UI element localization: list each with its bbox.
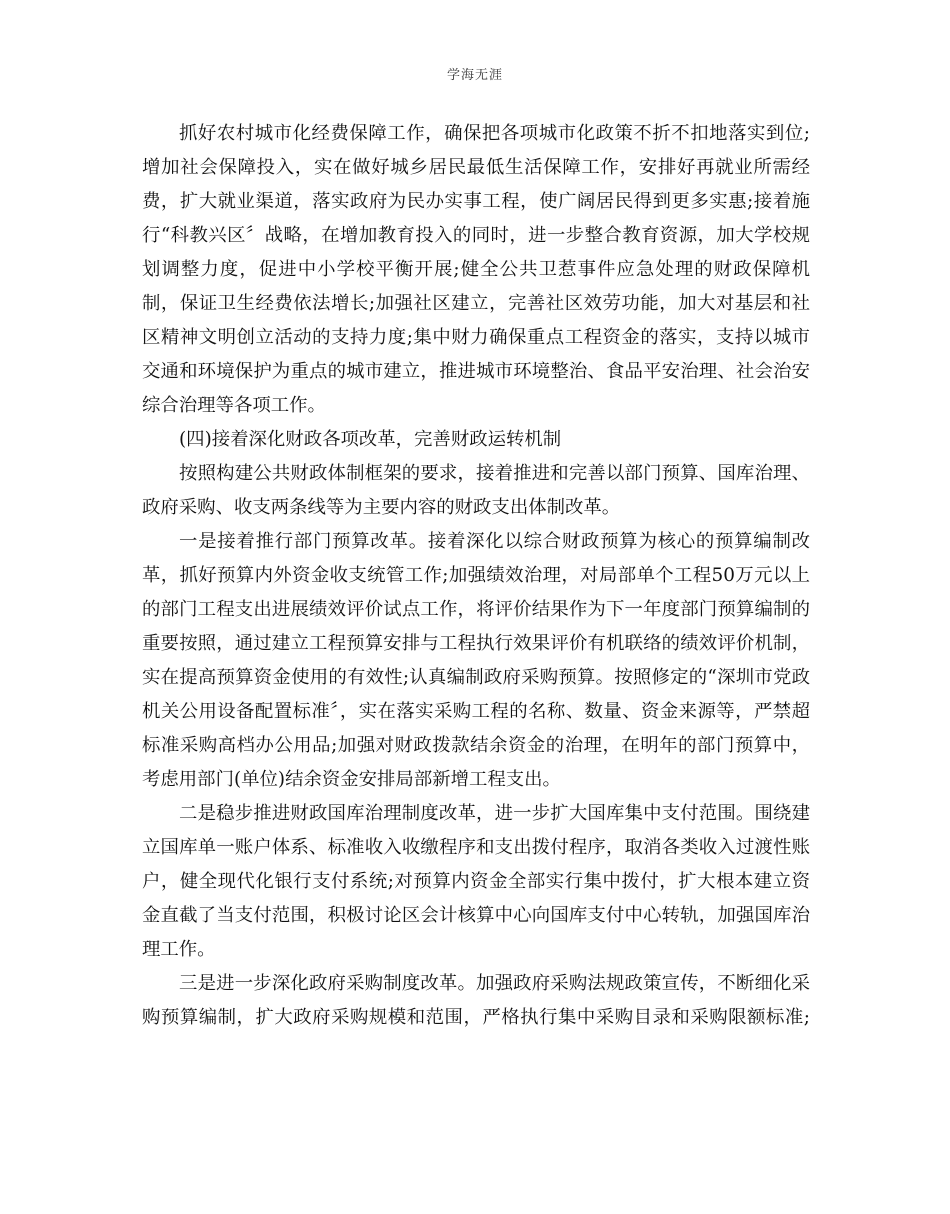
text-line: 金直截了当支付范围，积极讨论区会计核算中心向国库支付中心转轨，加强国库治 [142, 905, 810, 926]
text-line: 制，保证卫生经费依法增长;加强社区建立，完善社区效劳功能，加大对基层和社 [142, 293, 810, 314]
text-line: 实在提高预算资金使用的有效性;认真编制政府采购预算。按照修定的“深圳市党政 [142, 667, 810, 688]
text-line: 三是进一步深化政府采购制度改革。加强政府采购法规政策宣传，不断细化采 [179, 973, 810, 994]
text-line: 立国库单一账户体系、标准收入收缴程序和支出拨付程序，取消各类收入过渡性账 [142, 837, 810, 858]
text-line: 增加社会保障投入，实在做好城乡居民最低生活保障工作，安排好再就业所需经 [142, 157, 810, 178]
document-body [142, 117, 810, 1035]
text-line: 综合治理等各项工作。 [142, 395, 326, 416]
text-line: 革，抓好预算内外资金收支统管工作;加强绩效治理，对局部单个工程50万元以上 [142, 565, 810, 586]
text-line: 交通和环境保护为重点的城市建立，推进城市环境整治、食品平安治理、社会治安 [142, 361, 810, 382]
text-line: 划调整力度，促进中小学校平衡开展;健全公共卫惹事件应急处理的财政保障机 [142, 259, 810, 280]
text-line: 重要按照，通过建立工程预算安排与工程执行效果评价有机联络的绩效评价机制， [142, 633, 810, 654]
text-line: 的部门工程支出进展绩效评价试点工作，将评价结果作为下一年度部门预算编制的 [142, 599, 810, 620]
text-line: 二是稳步推进财政国库治理制度改革，进一步扩大国库集中支付范围。围绕建 [179, 803, 810, 824]
text-line: 户，健全现代化银行支付系统;对预算内资金全部实行集中拨付，扩大根本建立资 [142, 871, 810, 892]
text-line: 按照构建公共财政体制框架的要求，接着推进和完善以部门预算、国库治理、 [179, 463, 810, 484]
text-line: 政府采购、收支两条线等为主要内容的财政支出体制改革。 [142, 497, 621, 518]
text-line: 区精神文明创立活动的支持力度;集中财力确保重点工程资金的落实，支持以城市 [142, 327, 810, 348]
text-line: 购预算编制，扩大政府采购规模和范围，严格执行集中采购目录和采购限额标准; [142, 1007, 810, 1028]
text-line: 抓好农村城市化经费保障工作，确保把各项城市化政策不折不扣地落实到位; [179, 123, 810, 144]
text-line: 机关公用设备配置标准〞，实在落实采购工程的名称、数量、资金来源等，严禁超 [142, 701, 810, 722]
page-header: 学海无涯 [446, 68, 503, 83]
text-line: 费，扩大就业渠道，落实政府为民办实事工程，使广阔居民得到更多实惠;接着施 [142, 191, 810, 212]
text-line: 标准采购高档办公用品;加强对财政拨款结余资金的治理，在明年的部门预算中， [142, 735, 810, 756]
text-line: 一是接着推行部门预算改革。接着深化以综合财政预算为核心的预算编制改 [179, 531, 810, 552]
section-heading: (四)接着深化财政各项改革，完善财政运转机制 [179, 429, 562, 450]
text-line: 行“科教兴区〞战略，在增加教育投入的同时，进一步整合教育资源，加大学校规 [142, 225, 810, 246]
text-line: 考虑用部门(单位)结余资金安排局部新增工程支出。 [142, 769, 561, 790]
text-line: 理工作。 [142, 939, 216, 960]
